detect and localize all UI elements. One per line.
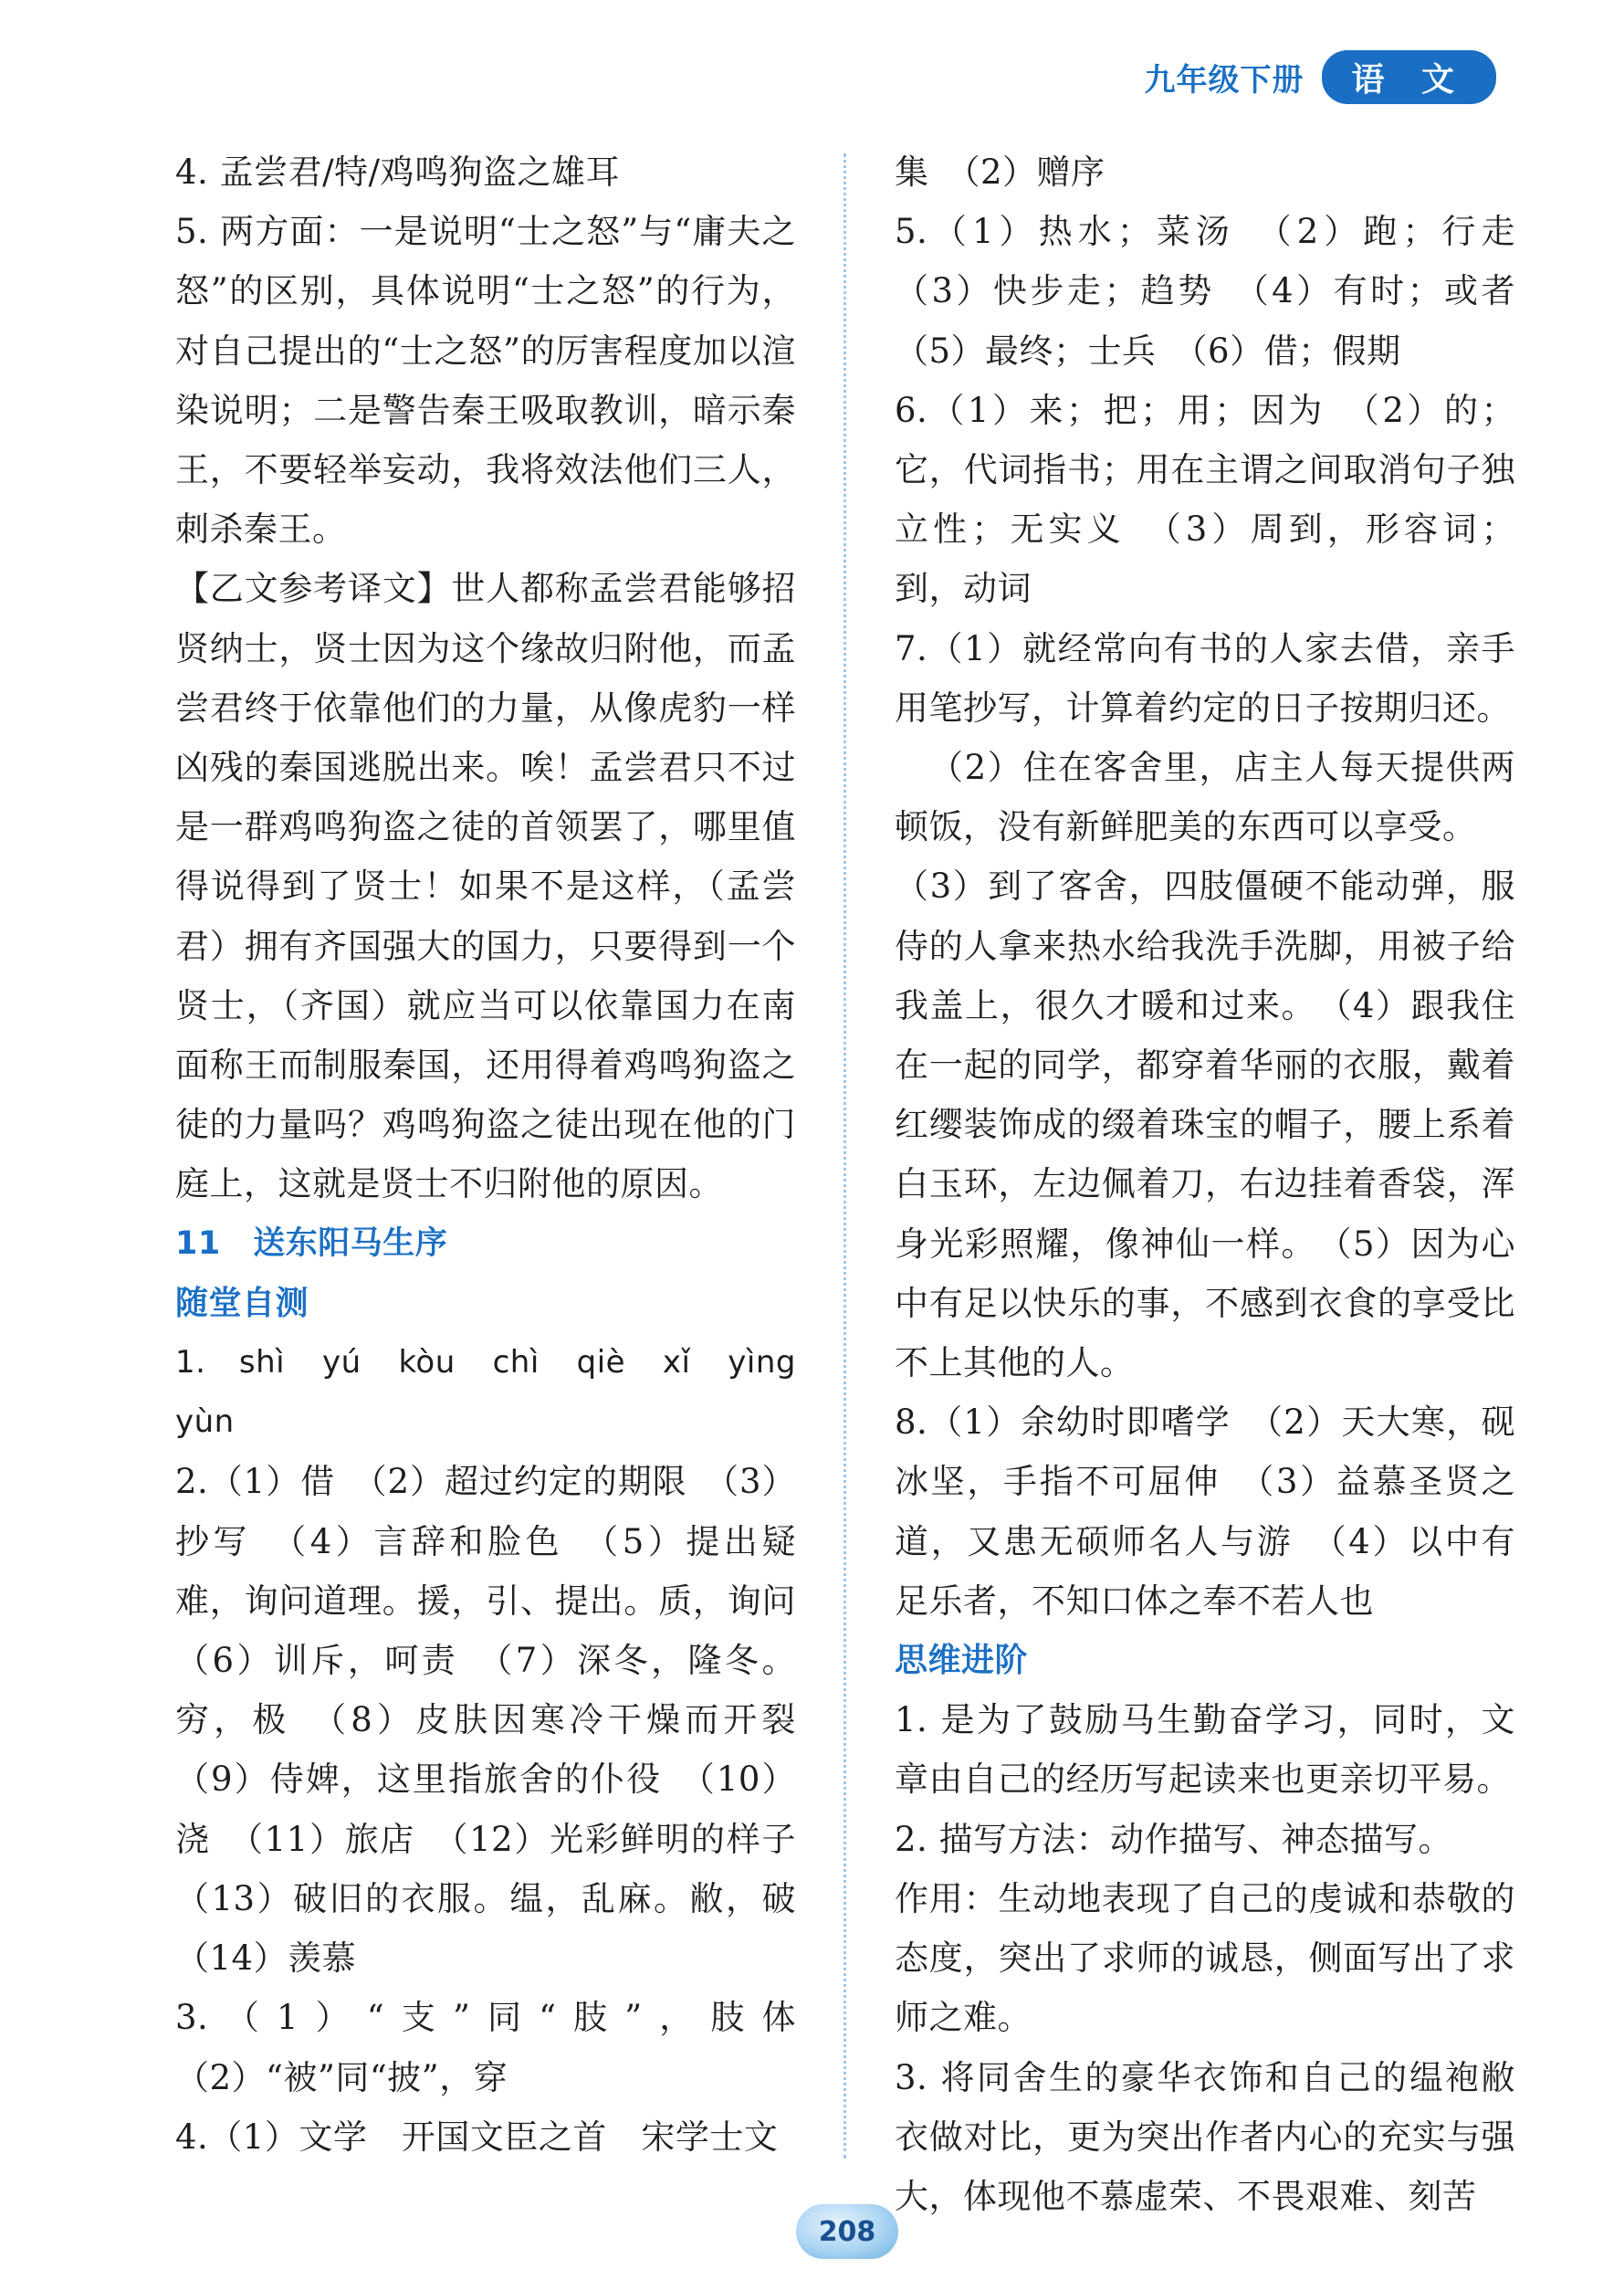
subject-badge: 语 文 <box>1322 50 1496 104</box>
answer-paragraph: 5. 两方面：一是说明“士之怒”与“庸夫之怒”的区别，具体说明“士之怒”的行为，对自己提出的“士之怒”的厉害程度加以渲染说明；二是警告秦王吸取教训，暗示秦王，不要轻举妄动，我将效法他们三人，刺杀秦王。 <box>175 212 796 550</box>
answer-paragraph: 3. 将同舍生的豪华衣饰和自己的缊袍敝衣做对比，更为突出作者内心的充实与强大，体现他不慕虚荣、不畏艰难、刻苦 <box>895 2057 1515 2216</box>
answer-paragraph: 4.（1）文学 开国文臣之首 宋学士文 <box>175 2117 779 2157</box>
subheading-practice: 随堂自测 <box>175 1284 309 1322</box>
answer-paragraph: 6.（1）来；把；用；因为 （2）的；它，代词指书；用在主谓之间取消句子独立性；无实义 （3）周到，形容词；到，动词 <box>895 390 1515 609</box>
translation-paragraph: 【乙文参考译文】世人都称孟尝君能够招贤纳士，贤士因为这个缘故归附他，而孟尝君终于依靠他们的力量，从像虎豹一样凶残的秦国逃脱出来。唉！孟尝君只不过是一群鸡鸣狗盗之徒的首领罢了，哪里值得说得到了贤士！如果不是这样，（孟尝君）拥有齐国强大的国力，只要得到一个贤士，（齐国）就应当可以依靠国力在南面称王而制服秦国，还用得着鸡鸣狗盗之徒的力量吗？鸡鸣狗盗之徒出现在他的门庭上，这就是贤士不归附他的原因。 <box>175 569 796 1204</box>
answer-paragraph: 8.（1）余幼时即嗜学 （2）天大寒，砚冰坚，手指不可屈伸 （3）益慕圣贤之道，又患无硕师名人与游 （4）以中有足乐者，不知口体之奉不若人也 <box>895 1402 1515 1621</box>
right-column <box>895 142 1550 2226</box>
page-header <box>1144 51 1496 102</box>
answer-paragraph: （3）到了客舍，四肢僵硬不能动弹，服侍的人拿来热水给我洗手洗脚，用被子给我盖上，很久才暖和过来。 （4）跟我住在一起的同学，都穿着华丽的衣服，戴着红缨装饰成的缀着珠宝的帽子，腰上系着白玉环，左边佩着刀，右边挂着香袋，浑身光彩照耀，像神仙一样。 （5）因为心中有足以快乐的事，不感到衣食的享受比不上其他的人。 <box>895 867 1515 1383</box>
page-number: 208 <box>796 2204 898 2259</box>
subheading-thinking: 思维进阶 <box>895 1642 1029 1680</box>
left-column <box>175 142 831 2167</box>
answer-paragraph: 5.（1）热水；菜汤 （2）跑；行走 （3）快步走；趋势 （4）有时；或者 （5）最终；士兵 （6）借；假期 <box>895 212 1550 371</box>
answer-paragraph: 2. 描写方法：动作描写、神态描写。 <box>895 1819 1453 1859</box>
answer-paragraph: 作用：生动地表现了自己的虔诚和恭敬的态度，突出了求师的诚恳，侧面写出了求师之难。 <box>895 1878 1515 2038</box>
grade-label: 九年级下册 <box>1144 61 1304 99</box>
pinyin-answer: 1. shì yú kòu chì qiè xǐ yìng yùn <box>175 1344 828 1441</box>
column-divider <box>843 153 846 2159</box>
answer-paragraph: 1. 是为了鼓励马生勤奋学习，同时，文章由自己的经历写起读来也更亲切平易。 <box>895 1700 1515 1800</box>
answer-paragraph: （2）住在客舍里，店主人每天提供两顿饭，没有新鲜肥美的东西可以享受。 <box>895 748 1515 847</box>
answer-paragraph: 集 （2）赠序 <box>895 152 1105 192</box>
section-title: 11 送东阳马生序 <box>175 1224 448 1262</box>
answer-paragraph: 2.（1）借 （2）超过约定的期限 （3）抄写 （4）言辞和脸色 （5）提出疑难，询问道理。援，引、提出。质，询问 （6）训斥，呵责 （7）深冬，隆冬。穷，极 （8）皮肤因寒冷干燥而开裂 （9）侍婢，这里指旅舍的仆役 （10）浇 （11）旅店 （12）光彩鲜明的样子 （13）破旧的衣服。缊，乱麻。敝，破 （14）羡慕 <box>175 1462 831 1979</box>
answer-paragraph: 7.（1）就经常向有书的人家去借，亲手用笔抄写，计算着约定的日子按期归还。 <box>895 628 1515 728</box>
answer-paragraph: 3.（1）“支”同“肢”，肢体 （2）“被”同“披”，穿 <box>175 1998 831 2097</box>
answer-paragraph: 4. 孟尝君/特/鸡鸣狗盗之雄耳 <box>175 152 620 192</box>
